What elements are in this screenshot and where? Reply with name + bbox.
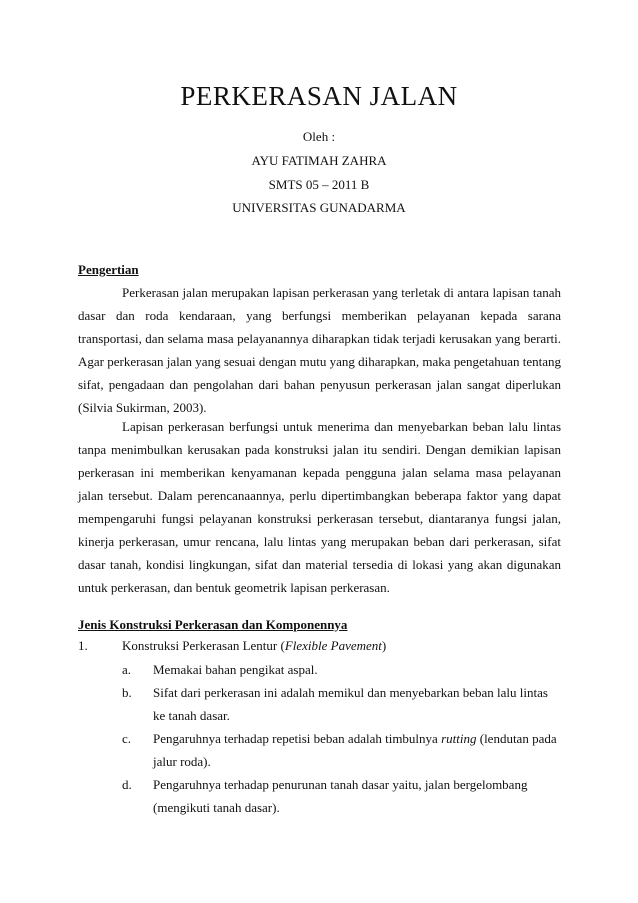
subitem-letter-d: d. [122,777,132,792]
subitem-text-d [153,773,563,819]
subitem-c-italic: rutting [441,731,477,746]
list-item-text-italic: Flexible Pavement [284,638,382,653]
document-title: PERKERASAN JALAN [180,81,458,111]
list-item-text [122,634,562,657]
subitem-letter-b: b. [122,685,132,700]
class-code: SMTS 05 – 2011 B [268,177,370,192]
list-item-text-before: Konstruksi Perkerasan Lentur ( [122,638,285,653]
subitem-b-before: Sifat dari perkerasan ini adalah memikul dan menyebarkan beban lalu lintas ke tanah dasar. [153,685,548,723]
subitem-c-after: (lendutan pada jalur roda). [153,731,557,769]
paragraph-pengertian-1: Perkerasan jalan merupakan lapisan perkerasan yang terletak di antara lapisan tanah dasar dan roda kendaraan, yang berfungsi memberikan pelayanan kepada sarana transportasi, dan selama masa pelayanannya diharapkan tidak terjadi kerusakan yang berarti. Agar perkerasan jalan yang sesuai dengan mutu yang diharapkan, maka pengetahuan tentang sifat, pengadaan dan pengolahan dari bahan penyusun perkerasan jalan sangat diperlukan (Silvia Sukirman, 2003). [78,285,561,415]
subitem-d-before: Pengaruhnya terhadap penurunan tanah dasar yaitu, jalan bergelombang (mengikuti tanah dasar). [153,777,528,815]
list-number: 1. [78,638,88,653]
author-name: AYU FATIMAH ZAHRA [251,153,387,168]
subitem-text-a [153,658,563,681]
subitem-text-c [153,727,563,773]
paragraph-pengertian-2: Lapisan perkerasan berfungsi untuk menerima dan menyebarkan beban lalu lintas tanpa menimbulkan kerusakan pada konstruksi jalan itu sendiri. Dengan demikian lapisan perkerasan ini memberikan kenyamanan kepada pengguna jalan selama masa pelayanan jalan tersebut. Dalam perencanaannya, perlu dipertimbangkan beberapa faktor yang dapat mempengaruhi fungsi pelayanan konstruksi perkerasan tersebut, diantaranya fungsi jalan, kinerja perkerasan, umur rencana, lalu lintas yang merupakan beban dari perkerasan, sifat dasar tanah, kondisi lingkungan, sifat dan material tersedia di lokasi yang akan digunakan untuk perkerasan, dan bentuk geometrik lapisan perkerasan. [78,419,561,595]
list-item-text-after: ) [381,638,387,653]
byline: Oleh : [302,129,336,144]
subitem-text-b [153,681,563,727]
section-heading-pengertian: Pengertian [78,262,139,277]
subitem-letter-c: c. [122,731,132,746]
subitem-letter-a: a. [122,662,132,677]
subitem-a-before: Memakai bahan pengikat aspal. [153,662,318,677]
section-heading-jenis: Jenis Konstruksi Perkerasan dan Komponennya [78,617,348,632]
subitem-c-before: Pengaruhnya terhadap repetisi beban adalah timbulnya [153,731,442,746]
institution-name: UNIVERSITAS GUNADARMA [232,200,406,215]
